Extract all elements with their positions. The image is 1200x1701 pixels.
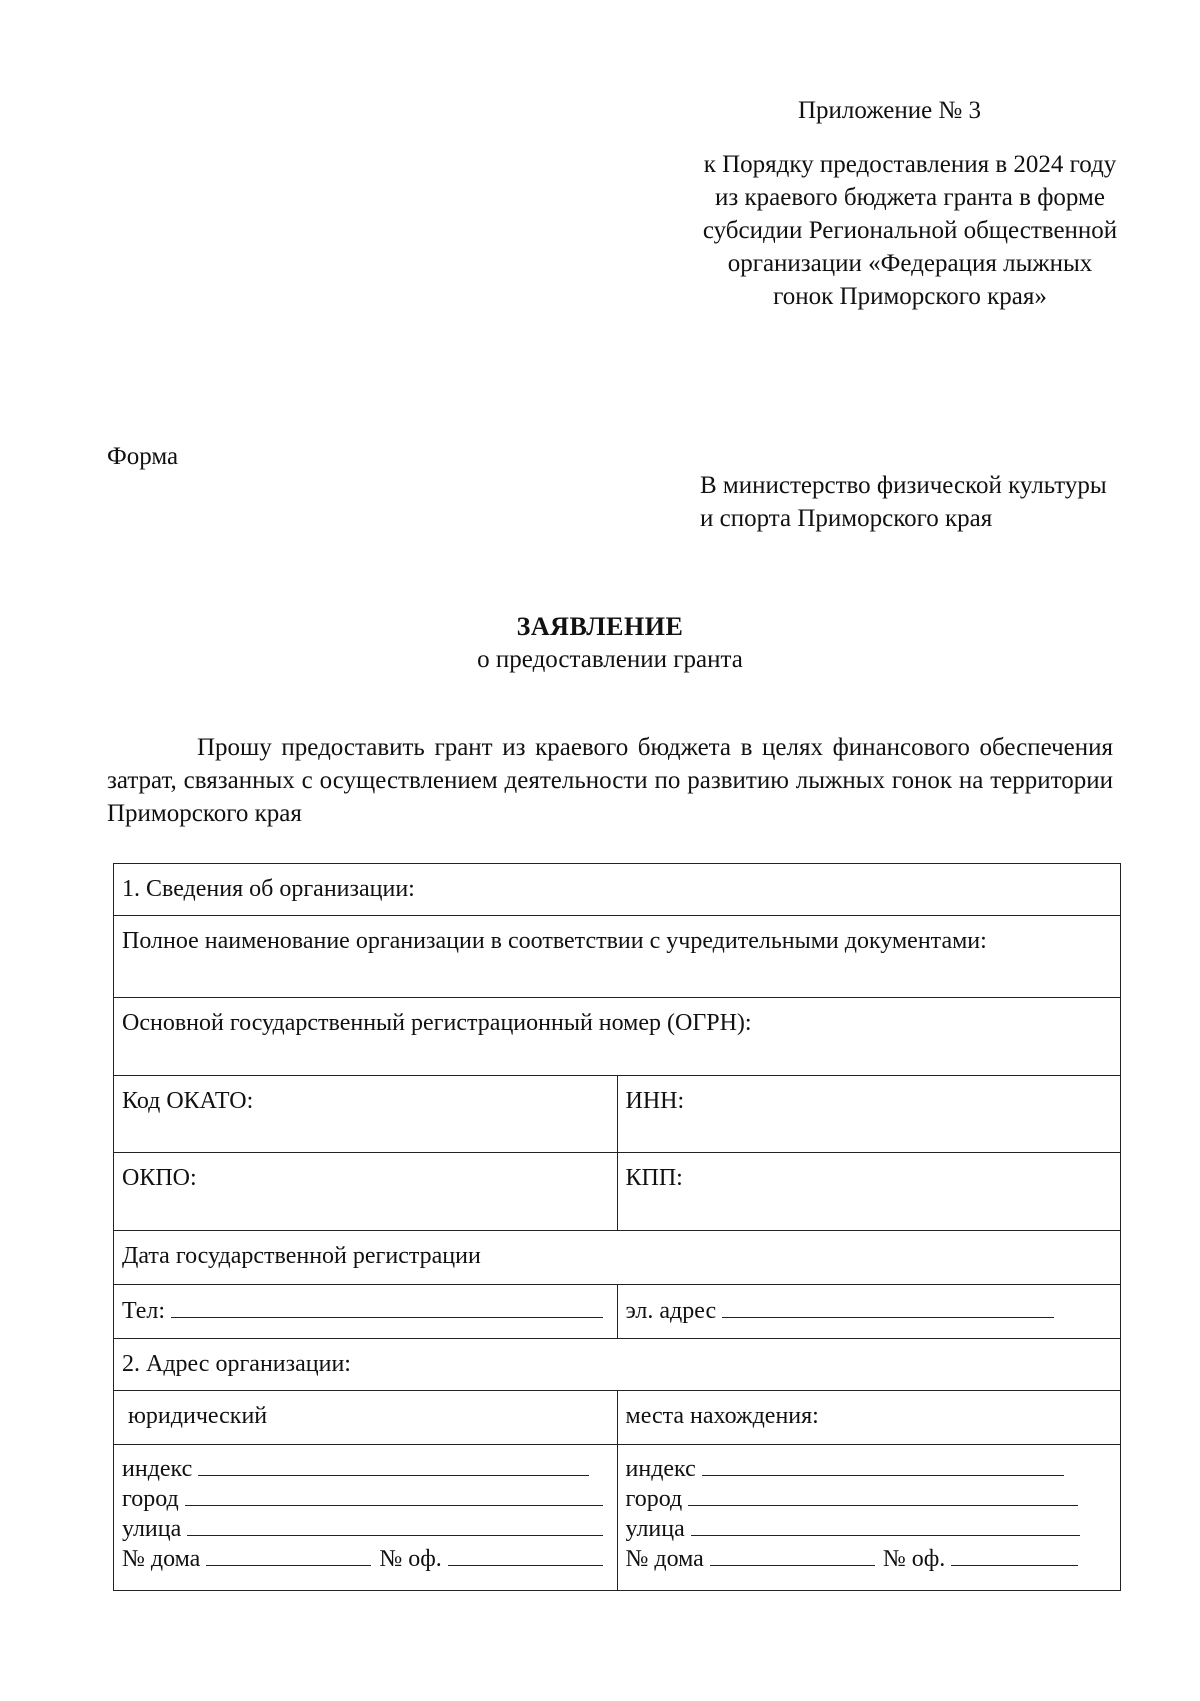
legal-office-line[interactable] bbox=[448, 1543, 603, 1566]
location-address-label: места нахождения: bbox=[625, 1403, 819, 1429]
legal-index-line[interactable] bbox=[198, 1453, 588, 1476]
legal-house-line[interactable] bbox=[206, 1543, 371, 1566]
ogrn-field[interactable] bbox=[114, 998, 1121, 1076]
reg-date-field[interactable] bbox=[114, 1231, 1121, 1285]
location-address-header bbox=[617, 1391, 1121, 1445]
inn-label: ИНН: bbox=[625, 1088, 685, 1114]
section2-header bbox=[114, 1339, 1121, 1391]
location-house-label: № дома bbox=[625, 1546, 704, 1572]
form-label: Форма bbox=[107, 443, 179, 470]
phone-field[interactable] bbox=[114, 1285, 618, 1339]
okato-field[interactable] bbox=[114, 1076, 618, 1153]
kpp-label: КПП: bbox=[625, 1165, 683, 1191]
addressee: В министерство физической культуры и спорта Приморского края bbox=[700, 472, 1107, 532]
full-name-field[interactable] bbox=[114, 916, 1121, 998]
email-label: эл. адрес bbox=[625, 1298, 717, 1324]
section2-label: 2. Адрес организации: bbox=[122, 1351, 351, 1377]
inn-field[interactable] bbox=[617, 1076, 1121, 1153]
appendix-title: Приложение № 3 bbox=[798, 97, 982, 124]
legal-office-label: № оф. bbox=[379, 1546, 442, 1572]
document-title: ЗАЯВЛЕНИЕ bbox=[516, 612, 684, 641]
location-city-line[interactable] bbox=[688, 1483, 1078, 1506]
legal-address-label: юридический bbox=[128, 1403, 268, 1429]
section1-header bbox=[114, 864, 1121, 916]
email-field[interactable] bbox=[617, 1285, 1121, 1339]
location-index-label: индекс bbox=[625, 1456, 696, 1482]
ogrn-label: Основной государственный регистрационный номер (ОГРН): bbox=[122, 1010, 752, 1036]
okpo-label: ОКПО: bbox=[122, 1165, 197, 1191]
kpp-field[interactable] bbox=[617, 1153, 1121, 1231]
email-blank-line[interactable] bbox=[722, 1295, 1054, 1318]
location-address-block bbox=[617, 1445, 1121, 1591]
legal-street-label: улица bbox=[122, 1516, 182, 1542]
location-city-label: город bbox=[625, 1486, 683, 1512]
appendix-reference: к Порядку предоставления в 2024 году из краевого бюджета гранта в форме субсидии Региональной общественной организации «Федерация лыжных гонок Приморского края» bbox=[702, 151, 1118, 310]
document-subtitle: о предоставлении гранта bbox=[477, 646, 743, 673]
legal-index-label: индекс bbox=[122, 1456, 193, 1482]
location-street-line[interactable] bbox=[691, 1513, 1080, 1536]
legal-address-block bbox=[114, 1445, 618, 1591]
legal-city-label: город bbox=[122, 1486, 179, 1512]
legal-house-label: № дома bbox=[122, 1546, 201, 1572]
full-name-label: Полное наименование организации в соответствии с учредительными документами: bbox=[122, 928, 987, 954]
location-house-line[interactable] bbox=[710, 1543, 875, 1566]
phone-label: Тел: bbox=[122, 1298, 166, 1324]
okato-label: Код ОКАТО: bbox=[122, 1088, 254, 1114]
legal-street-line[interactable] bbox=[187, 1513, 602, 1536]
location-office-line[interactable] bbox=[951, 1543, 1078, 1566]
location-street-label: улица bbox=[625, 1516, 685, 1542]
legal-city-line[interactable] bbox=[185, 1483, 603, 1506]
location-index-line[interactable] bbox=[702, 1453, 1064, 1476]
legal-address-header bbox=[114, 1391, 618, 1445]
location-office-label: № оф. bbox=[882, 1546, 946, 1572]
section1-label: 1. Сведения об организации: bbox=[122, 876, 415, 902]
reg-date-label: Дата государственной регистрации bbox=[122, 1243, 481, 1269]
okpo-field[interactable] bbox=[114, 1153, 618, 1231]
application-form-table bbox=[113, 863, 1121, 1591]
phone-blank-line[interactable] bbox=[171, 1295, 602, 1318]
intro-paragraph: Прошу предоставить грант из краевого бюджета в целях финансового обеспечения затрат, связанных с осуществлением деятельности по развитию лыжных гонок на территории Приморского края bbox=[107, 734, 1113, 827]
